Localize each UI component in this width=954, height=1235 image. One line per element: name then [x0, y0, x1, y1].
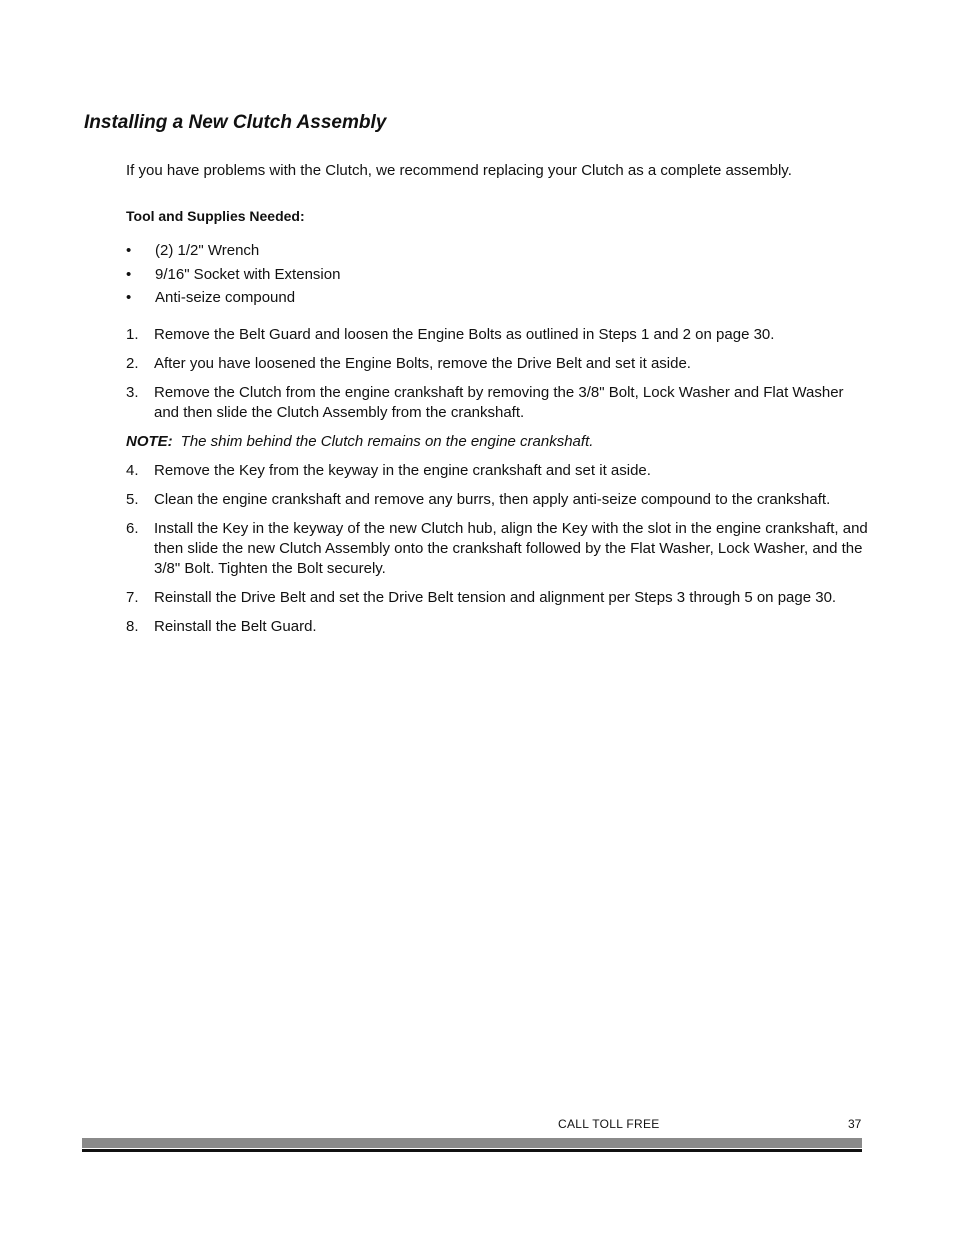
page-number: 37: [848, 1117, 862, 1131]
step-item: [126, 461, 871, 481]
step-text: Reinstall the Belt Guard.: [154, 618, 317, 635]
tools-list: [126, 241, 866, 312]
step-number: 8.: [126, 618, 139, 635]
tools-heading: Tool and Supplies Needed:: [126, 208, 305, 224]
step-item: [126, 354, 871, 374]
footer-rule: [82, 1138, 862, 1148]
note-text: The shim behind the Clutch remains on the engine crankshaft.: [180, 433, 594, 450]
bullet-icon: •: [126, 289, 132, 306]
list-item: [126, 288, 866, 312]
intro-paragraph: If you have problems with the Clutch, we recommend replacing your Clutch as a complete assembly.: [126, 162, 792, 179]
step-number: 3.: [126, 384, 139, 401]
section-title: Installing a New Clutch Assembly: [84, 112, 387, 133]
step-text: Clean the engine crankshaft and remove any burrs, then apply anti-seize compound to the crankshaft.: [154, 491, 831, 508]
step-text: After you have loosened the Engine Bolts, remove the Drive Belt and set it aside.: [154, 355, 691, 372]
bullet-icon: •: [126, 265, 132, 283]
step-text: Remove the Key from the keyway in the engine crankshaft and set it aside.: [154, 462, 651, 479]
tool-item-label: Anti-seize compound: [155, 289, 296, 306]
list-item: [126, 241, 866, 265]
step-item: [126, 325, 871, 345]
step-item: [126, 383, 871, 423]
step-text: Remove the Belt Guard and loosen the Engine Bolts as outlined in Steps 1 and 2 on page 30.: [154, 326, 775, 343]
step-item: [126, 519, 871, 579]
step-number: 1.: [126, 326, 139, 343]
step-number: 7.: [126, 589, 139, 606]
step-text: Reinstall the Drive Belt and set the Drive Belt tension and alignment per Steps 3 through 5 on page 30.: [154, 589, 837, 606]
note-paragraph: [126, 432, 871, 452]
step-number: 2.: [126, 355, 139, 372]
list-item: [126, 265, 866, 289]
step-number: 4.: [126, 462, 139, 479]
footer-rule-thin: [82, 1149, 862, 1152]
step-number: 5.: [126, 491, 139, 508]
step-text: Remove the Clutch from the engine crankshaft by removing the 3/8" Bolt, Lock Washer and Flat Washer and then slide the Clutch Assembly from the crankshaft.: [154, 384, 844, 421]
step-item: [126, 490, 871, 510]
step-item: [126, 617, 871, 637]
tool-item-label: 9/16" Socket with Extension: [155, 265, 341, 283]
tool-item-label: (2) 1/2" Wrench: [155, 242, 260, 259]
step-number: 6.: [126, 520, 139, 537]
step-text: Install the Key in the keyway of the new Clutch hub, align the Key with the slot in the engine crankshaft, and then slide the new Clutch Assembly onto the crankshaft followed by the Flat Washer, Lock Washer, and the 3/8" Bolt. Tighten the Bolt securely.: [154, 520, 868, 577]
note-label: NOTE:: [126, 433, 173, 450]
steps-list: [126, 325, 871, 646]
bullet-icon: •: [126, 242, 132, 259]
step-item: [126, 588, 871, 608]
footer-text: CALL TOLL FREE: [558, 1117, 660, 1131]
